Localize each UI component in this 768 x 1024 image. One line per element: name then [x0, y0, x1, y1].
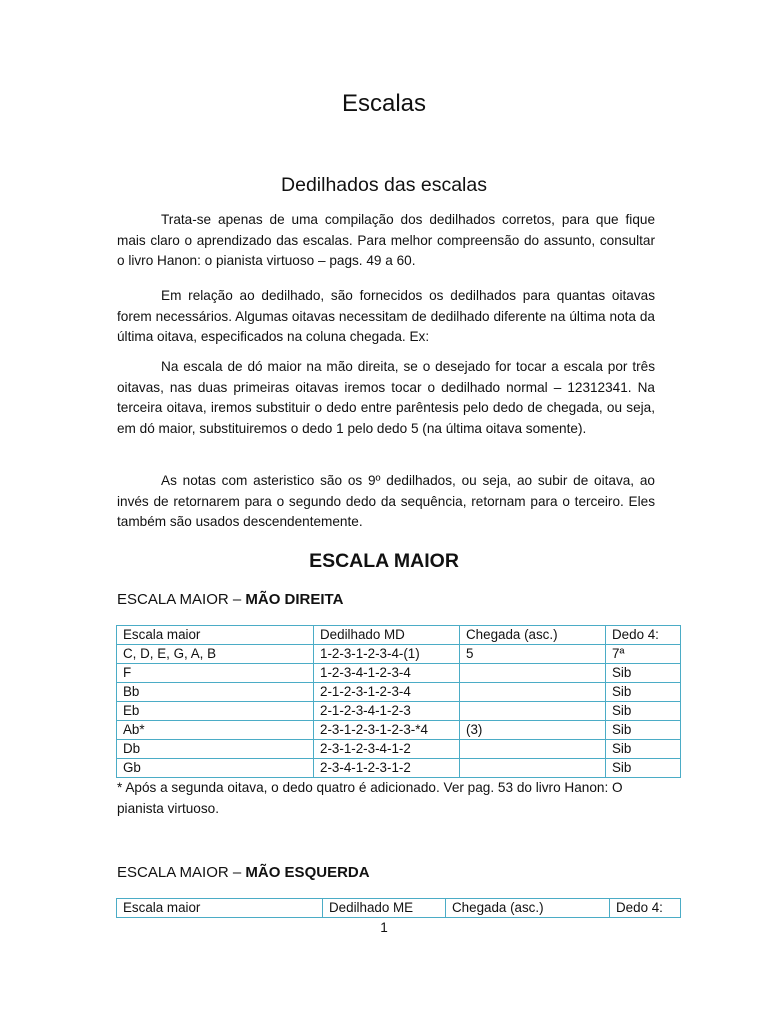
table-cell: Sib — [606, 683, 681, 702]
table-cell: 7ª — [606, 645, 681, 664]
paragraph-3: Na escala de dó maior na mão direita, se o desejado for tocar a escala por três oitavas, nas duas primeiras oitavas iremos tocar o dedilhado normal – 12312341. Na terceira oitava, iremos substituir o dedo entre parêntesis pelo dedo de chegada, ou seja, em dó maior, substituiremos o dedo 1 pelo dedo 5 (na última oitava somente). — [117, 359, 655, 436]
table-header-row — [117, 626, 681, 645]
left-hand-heading-bold: MÃO ESQUERDA — [245, 864, 370, 881]
left-hand-heading-prefix: ESCALA MAIOR – — [117, 864, 246, 881]
table-header-cell: Dedo 4: — [606, 626, 681, 645]
paragraph-1: Trata-se apenas de uma compilação dos dedilhados corretos, para que fique mais claro o aprendizado das escalas. Para melhor compreensão do assunto, consultar o livro Hanon: o pianista virtuoso – pags. 49 a 60. — [117, 212, 655, 269]
table-row — [117, 721, 681, 740]
table-cell: Db — [117, 740, 314, 759]
table-cell: 2-3-1-2-3-4-1-2 — [314, 740, 460, 759]
section-title: ESCALA MAIOR — [309, 550, 459, 572]
right-hand-heading-prefix: ESCALA MAIOR – — [117, 591, 246, 608]
table-cell: Gb — [117, 759, 314, 778]
table-cell: Sib — [606, 702, 681, 721]
table-header-cell: Chegada (asc.) — [446, 899, 610, 918]
right-hand-table — [116, 625, 681, 778]
table-header-cell: Dedilhado ME — [323, 899, 446, 918]
table-row — [117, 702, 681, 721]
table-cell: Sib — [606, 759, 681, 778]
table-cell — [460, 664, 606, 683]
table-cell: 1-2-3-1-2-3-4-(1) — [314, 645, 460, 664]
table-cell: Eb — [117, 702, 314, 721]
table-header-cell: Dedilhado MD — [314, 626, 460, 645]
table-cell: 2-3-1-2-3-1-2-3-*4 — [314, 721, 460, 740]
table-cell — [460, 759, 606, 778]
table-cell: 1-2-3-4-1-2-3-4 — [314, 664, 460, 683]
table-cell: C, D, E, G, A, B — [117, 645, 314, 664]
right-hand-heading — [117, 590, 343, 610]
left-hand-heading — [117, 863, 370, 883]
table-row — [117, 759, 681, 778]
table-header-cell: Dedo 4: — [610, 899, 681, 918]
right-hand-heading-bold: MÃO DIREITA — [245, 591, 344, 608]
table-cell: 2-1-2-3-4-1-2-3 — [314, 702, 460, 721]
table-cell: 2-1-2-3-1-2-3-4 — [314, 683, 460, 702]
table-cell — [460, 702, 606, 721]
table-header-cell: Escala maior — [117, 899, 323, 918]
left-hand-table — [116, 898, 681, 918]
table-row — [117, 645, 681, 664]
table-row — [117, 664, 681, 683]
table-row — [117, 683, 681, 702]
table-cell: Sib — [606, 721, 681, 740]
table-cell: 2-3-4-1-2-3-1-2 — [314, 759, 460, 778]
table-cell — [460, 683, 606, 702]
table-row — [117, 740, 681, 759]
table-footnote: * Após a segunda oitava, o dedo quatro é adicionado. Ver pag. 53 do livro Hanon: O pianista virtuoso. — [117, 780, 623, 816]
document-title: Escalas — [341, 90, 427, 117]
table-cell: Sib — [606, 664, 681, 683]
table-cell: Ab* — [117, 721, 314, 740]
table-header-cell: Chegada (asc.) — [460, 626, 606, 645]
page-number: 1 — [380, 920, 388, 935]
table-cell: Sib — [606, 740, 681, 759]
table-cell: 5 — [460, 645, 606, 664]
table-header-cell: Escala maior — [117, 626, 314, 645]
table-cell: Bb — [117, 683, 314, 702]
paragraph-4: As notas com asteristico são os 9º dedilhados, ou seja, ao subir de oitava, ao invés de retornarem para o segundo dedo da sequência, retornam para o terceiro. Eles também são usados descendentemente. — [117, 473, 655, 530]
document-subtitle: Dedilhados das escalas — [281, 174, 487, 196]
paragraph-2: Em relação ao dedilhado, são fornecidos os dedilhados para quantas oitavas forem necessários. Algumas oitavas necessitam de dedilhado diferente na última nota da última oitava, especificados na coluna chegada. Ex: — [117, 288, 655, 345]
table-cell: (3) — [460, 721, 606, 740]
table-cell — [460, 740, 606, 759]
table-cell: F — [117, 664, 314, 683]
table-header-row — [117, 899, 681, 918]
